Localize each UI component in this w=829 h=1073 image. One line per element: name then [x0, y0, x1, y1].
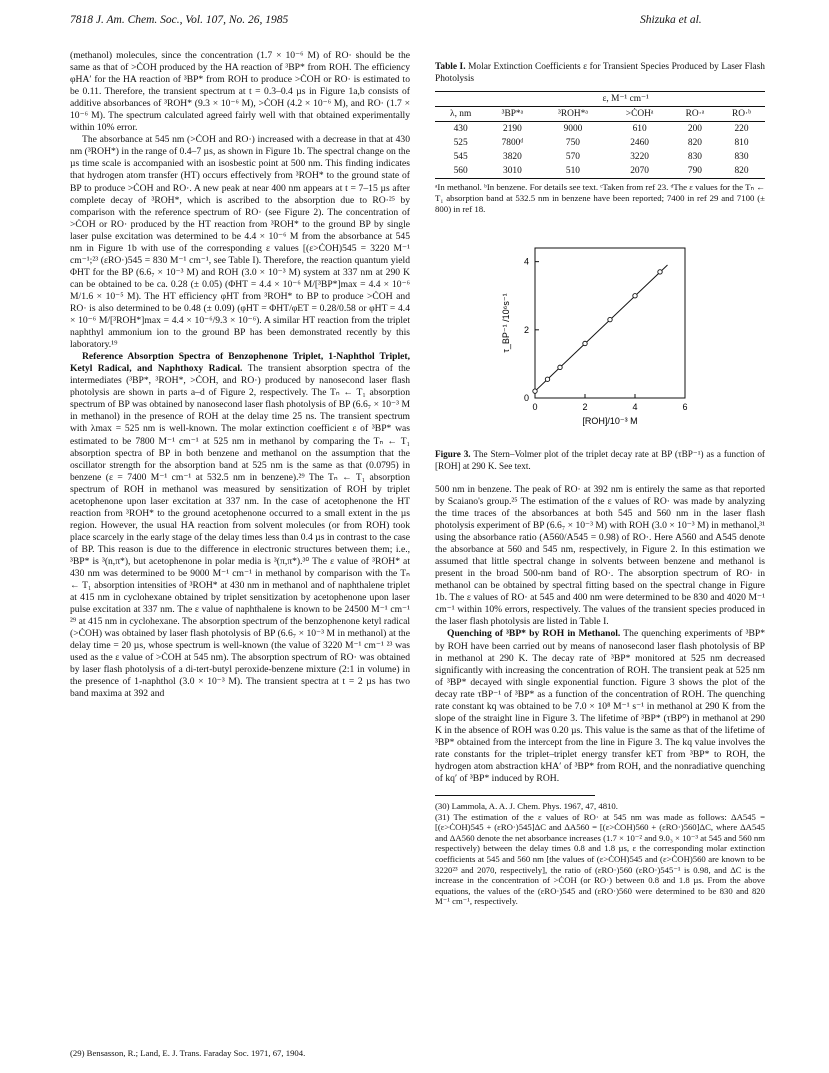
table-title: Molar Extinction Coefficients ε for Transient Species Produced by Laser Flash Photolysis: [435, 62, 765, 84]
table-cell: 3820: [503, 152, 522, 163]
table-row: [435, 122, 765, 137]
table-cell: 430: [453, 124, 468, 135]
x-tick-label: 6: [682, 402, 688, 413]
table-col-header: λ, nm: [435, 107, 486, 122]
table-cell: 560: [435, 164, 486, 179]
table-header-row: [435, 107, 765, 122]
table-cell: 220: [734, 124, 749, 135]
left-paragraph-2: The absorbance at 545 nm (>ĊOH and RO·) increased with a decrease in that at 430 nm (³ROH*) in the range of 0.4–7 µs, as shown in Figure 1b. The spectral change on the µs time scale is accompanied with an isosbestic point at 500 nm. This finding indicates that hydrogen atom transfer (HT) occurs effectively from ³ROH* to the ground state of BP to produce >ĊOH and RO·. A new peak at near 400 nm appears at t = 7–15 µs after complete decay of ³ROH*, which is ascribed to the absorption due to RO·²⁵ by comparison with the reference spectrum of RO· (see Figure 2). The concentration of >ĊOH or RO· produced by the HT reaction from ³ROH* to the ground BP by single laser pulse excitation was determined to be 4.4 × 10⁻⁶ M from the absorbance at 545 nm in Figure 1b with use of the corresponding ε values [(ε>ĊOH)545 = 3220 M⁻¹ cm⁻¹;²³ (εRO·)545 = 830 M⁻¹ cm⁻¹, see Table I). Therefore, the reaction quantum yield ΦHT for the BP (6.6₇ × 10⁻³ M) and ROH (3.0 × 10⁻³ M) system at 337 nm at 290 K can be obtained to be ca. 0.28 (± 0.05) (ΦHT = 4.4 × 10⁻⁶ M/[³BP*]max = 4.4 × 10⁻⁶ M/1.6 × 10⁻⁵ M). The HT efficiency φHT from ³ROH* to BP to produce >ĊOH and RO· is also determined to be 0.48 (± 0.09) (φHT = ΦHT/φET = 0.28/0.58 or φHT = 4.4 × 10⁻⁶ M/[³ROH*]max = 4.4 × 10⁻⁶/9.3 × 10⁻⁶). A similar HT reaction from the triplet naphthyl ammonium ion to the ground BP has been demonstrated recently by this laboratory.¹⁹: [70, 134, 410, 351]
data-point: [558, 365, 562, 369]
table-row: [435, 150, 765, 164]
table-col-header: >ĊOHᵃ: [607, 107, 671, 122]
reference-30: (30) Lammola, A. A. J. Chem. Phys. 1967, 47, 4810.: [435, 801, 618, 812]
table-footnote: ᵃIn methanol. ᵇIn benzene. For details see text. ᶜTaken from ref 23. ᵈThe ε values for the Tₙ ← T₁ absorption band at 532.5 nm in benzene have been reported; 7400 in ref 29 and 7100 (± 800) in ref 18.: [435, 182, 765, 215]
table-cell: 750: [565, 138, 580, 149]
left-column: [70, 50, 410, 701]
table-cell: 810: [734, 138, 749, 149]
table-col-header: RO·ᵃ: [672, 107, 718, 122]
table-cell: 3010: [486, 164, 538, 179]
plot-frame: [535, 248, 685, 398]
figure-3-caption: [435, 449, 765, 472]
right-references: [435, 801, 765, 907]
x-tick-label: 4: [632, 402, 638, 413]
data-point: [633, 294, 637, 298]
data-point: [533, 389, 537, 393]
left-paragraph-1: (methanol) molecules, since the concentration (1.7 × 10⁻⁶ M) of RO· should be the same as that of >ĊOH produced by the HA reaction of ³BP* from ROH. The efficiency φHA′ for the HA reaction of ³BP* from ROH to produce >ĊOH or RO· is estimated to be 0.11. Therefore, the transient spectrum at t = 0.3–0.4 µs in Figure 1a,b consists of additive absorbances of ³ROH* (9.3 × 10⁻⁶ M), >ĊOH (4.2 × 10⁻⁶ M), and RO· (1.7 × 10⁻⁶ M). The spectrum calculated agreed fairly well with that obtained experimentally within 10% error.: [70, 50, 410, 134]
left-paragraph-3-text: The transient absorption spectra of the intermediates (³BP*, ³ROH*, >ĊOH, and RO·) produced by nanosecond laser flash photolysis are shown in parts a–d of Figure 2, respectively. The Tₙ ← T₁ absorption spectrum of BP was obtained by nanosecond laser flash photolysis of BP (6.6₇ × 10⁻³ M in methanol) in the presence of ROH at the delay time 25 ns. The transient spectrum with λmax = 525 nm is well-known. The molar extinction coefficient ε of ³BP* was estimated to be 7800 M⁻¹ cm⁻¹ at 525 nm in methanol by comparing the Tₙ ← T₁ absorption spectra of BP in both benzene and methanol on the assumption that the oscillator strength for the absorption band at 525 nm is the same as that (0.0795) in benzene (ε = 7400 M⁻¹ cm⁻¹ at 532.5 nm in benzene).²⁹ The Tₙ ← T₁ absorption spectrum of ROH in methanol was measured by sensitization of ROH by triplet acetophenone upon laser excitation at 337 nm. In the case of acetophenone the HT reaction from ³ROH* to the ground acetophenone occurred to a small extent in the µs region. However, the usual HA reaction from solvent molecules (or from ROH) took place scarcely in the early stage of the delay times less than 0.4 µs in contrast to the case of BP. This reason is due to the difference in electronic structures between them; i.e., ³BP* is ³(n,π*), but acetophenone in polar media is ³(π,π*).³⁰ The ε value of ³ROH* at 430 nm was determined to be 9000 M⁻¹ cm⁻¹ in methanol by comparison with the Tₙ ← T₁ absorption intensities of ³ROH* at 430 nm in methanol and of naphthalene triplet at 415 nm in cyclohexane obtained by triplet sensitization by acetophenone upon laser pulse excitation at 337 nm. The ε value of naphthalene is known to be 24500 M⁻¹ cm⁻¹ ²⁹ at 415 nm in cyclohexane. The absorption spectrum of the benzophenone ketyl radical (>ĊOH) was obtained by laser flash photolysis of BP (6.6₇ × 10⁻³ M in methanol) at the delay time = 20 µs, whose spectrum is well-known (the value of 3220 M⁻¹ cm⁻¹ ²³ was used as the ε value of >ĊOH at 545 nm). The absorption spectrum of RO· was obtained by laser flash photolysis of a di-tert-butyl peroxide-benzene mixture (2:1 in volume) in the presence of 1-naphthol (3.0 × 10⁻³ M). The transient spectra at t = 2 µs has two band maxima at 392 and: [70, 363, 411, 700]
reference-31: (31) The estimation of the ε values of RO· at 545 nm was made as follows: ΔA545 = [(ε>ĊOH)545 + (εRO·)545]ΔC and ΔA560 = [(ε>ĊOH)560 + (εRO·)560]ΔC, where ΔA545 and ΔA560 denote the net absorbance increases (1.7 × 10⁻² and 9.0₃ × 10⁻³ at 545 and 560 nm respectively) between the delay times 0.8 and 1.8 µs, ε the corresponding molar extinction coefficients at 545 and 560 nm [the values of (ε>ĊOH)545 and (ε>ĊOH)560 are known to be 3220²³ and 2070, respectively], the ratio of (εRO·)560 (εRO·)545⁻¹ is 0.98, and ΔC is the increase in the concentration of >ĊOH (or RO·) between 0.8 and 1.8 µs. From the above equations, the values of the (εRO·)545 and (εRO·)560 were determined to be 830 and 820 M⁻¹ cm⁻¹, respectively.: [435, 811, 765, 907]
left-references: [70, 1048, 410, 1059]
table-col-header: ³BP*ᵃ: [486, 107, 538, 122]
table-cell: 510: [539, 164, 608, 179]
table-cell: 830: [687, 152, 702, 163]
stern-volmer-plot: [475, 233, 725, 433]
table-cell: 820: [687, 138, 702, 149]
table-cell: 3220: [630, 152, 649, 163]
table-cell: 570: [565, 152, 580, 163]
table-unit-header: ε, M⁻¹ cm⁻¹: [486, 92, 765, 107]
table-unit-row: [435, 92, 765, 107]
table-row: [435, 164, 765, 179]
table-cell: 545: [453, 152, 468, 163]
figure-label: Figure 3.: [435, 449, 471, 460]
data-point: [545, 377, 549, 381]
section-title-reference-spectra: Reference Absorption Spectra of Benzophenone Triplet, 1-Naphthol Triplet, Ketyl Radical, and Naphthoxy Radical.: [70, 351, 410, 375]
y-tick-label: 4: [523, 256, 529, 267]
footnote-divider: [435, 795, 595, 796]
table-row: [435, 136, 765, 150]
table-cell: 200: [687, 124, 702, 135]
table-cell: 525: [453, 138, 468, 149]
table-cell: 9000: [563, 124, 583, 135]
fit-line: [535, 265, 668, 391]
table-col-header: ³ROH*ᵃ: [539, 107, 608, 122]
right-column: [435, 62, 765, 907]
table-cell: 790: [672, 164, 718, 179]
section-title-quenching: Quenching of ³BP* by ROH in Methanol.: [447, 628, 621, 640]
x-tick-label: 2: [582, 402, 588, 413]
table-caption: [435, 62, 765, 85]
table-cell: 7800ᵈ: [501, 138, 524, 149]
data-point: [583, 342, 587, 346]
y-tick-label: 2: [523, 325, 529, 336]
table-cell: 2460: [630, 138, 649, 149]
figure-caption-text: The Stern–Volmer plot of the triplet decay rate at BP (τBP⁻¹) as a function of [ROH] at 290 K. See text.: [435, 449, 765, 471]
running-header: 7818 J. Am. Chem. Soc., Vol. 107, No. 26, 1985: [70, 14, 289, 26]
table-label: Table I.: [435, 62, 466, 72]
left-paragraph-3: [70, 351, 410, 700]
table-cell: 2070: [607, 164, 671, 179]
table-cell: 2190: [503, 124, 522, 135]
table-cell: 830: [734, 152, 749, 163]
y-tick-label: 0: [523, 393, 529, 404]
right-paragraph-1: 500 nm in benzene. The peak of RO· at 392 nm is entirely the same as that reported by Scaiano's group.²⁵ The estimation of the ε values of RO· was made by analyzing the time traces of the absorbances at both 545 and 560 nm in the laser flash photolysis experiment of BP (6.6₇ × 10⁻³ M) with ROH (3.0 × 10⁻³ M) in methanol,³¹ using the absorbance ratio (A560/A545 = 0.98) of RO·. Here A560 and A545 denote the absorbance at 560 and 545 nm, respectively, in Figure 2. In this estimation we assumed that little spectral change in solvents between benzene and methanol is present in the broad 500-nm band of RO·. The absorption spectrum of RO· in methanol can be obtained by spectral fitting based on the spectral change in Figure 1b. The ε values of RO· at 545 and 400 nm were determined to be 830 and 4020 M⁻¹ cm⁻¹ within 10% errors, respectively. The values of the transient species produced in the laser flash photolysis are listed in Table I.: [435, 483, 765, 628]
extinction-table: [435, 91, 765, 179]
x-tick-label: 0: [532, 402, 538, 413]
table-cell: 610: [632, 124, 647, 135]
data-point: [658, 270, 662, 274]
table-cell: 820: [718, 164, 765, 179]
x-axis-label: [ROH]/10⁻³ M: [582, 416, 638, 427]
author-header: Shizuka et al.: [640, 14, 702, 26]
right-paragraph-2: [435, 628, 765, 785]
y-axis-label: τ_BP⁻¹ /10⁶s⁻¹: [501, 293, 511, 353]
right-paragraph-2-text: The quenching experiments of ³BP* by ROH have been carried out by means of nanosecond laser flash photolysis of BP in methanol at 290 K. The decay rate of ³BP* monitored at 525 nm decreased significantly with increasing the concentration of ROH. The transient peak at 525 nm of ³BP* decayed with single exponential function. Figure 3 shows the plot of the decay rate τBP⁻¹ of ³BP* as a function of the concentration of ROH. The quenching rate constant kq was obtained to be 7.0 × 10⁸ M⁻¹ s⁻¹ in methanol at 290 K from the slope of the straight line in Figure 3. The lifetime of ³BP* (τBP⁰) in methanol at 290 K in the absence of ROH was 0.20 µs. This value is the same as that of the lifetime of ³BP* obtained from the intercept from the line in Figure 3. The kq value involves the rate constants for the triplet–triplet energy transfer kET from ³BP* to ROH, the hydrogen atom abstraction kHA′ of ³BP* from ROH, and the nonradiative quenching of kq′ of ³BP* induced by ROH.: [435, 628, 765, 785]
table-col-header: RO·ᵇ: [718, 107, 765, 122]
data-point: [608, 318, 612, 322]
reference-29: (29) Bensasson, R.; Land, E. J. Trans. Faraday Soc. 1971, 67, 1904.: [70, 1048, 306, 1058]
